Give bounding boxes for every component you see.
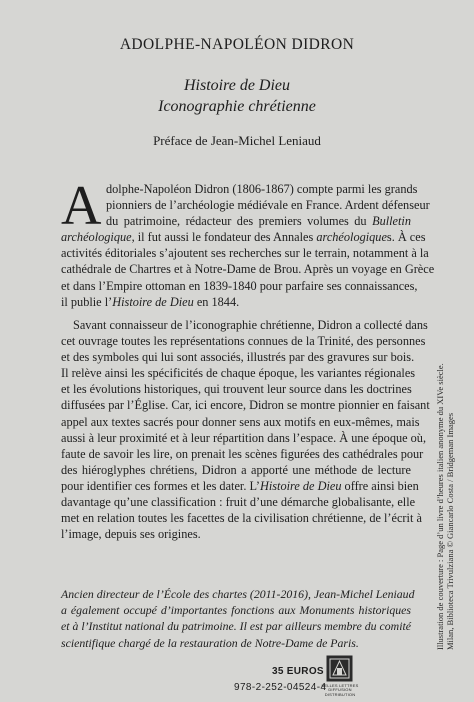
author-name: ADOLPHE-NAPOLÉON DIDRON — [119, 36, 355, 53]
text-line: faute de savoir les lire, on prenait les scènes figurées des cathédrales pour — [61, 446, 424, 461]
text-line: activités éditoriales s’ajoutent ses recherches sur le terrain, notamment à la — [61, 246, 429, 261]
text-line: a également occupé d’importantes fonctions aux Monuments historiques — [61, 603, 411, 618]
price: 35 EUROS — [272, 666, 324, 677]
cover-illustration-credit — [435, 363, 465, 650]
preface-credit: Préface de Jean-Michel Leniaud — [153, 133, 321, 148]
text-line: cathédrale de Chartres et à Notre-Dame de Brou. Après un voyage en Grèce — [61, 262, 435, 277]
text-line: des hiéroglyphes chrétiens, Didron a apporté une méthode de lecture — [61, 462, 411, 477]
text-line: diffusées par l’Église. Car, ici encore, Didron se montre pionnier en faisant — [61, 398, 430, 413]
text-line: davantage qu’une classification : fruit d’une démarche globalisante, elle — [61, 495, 416, 510]
paragraph-intro — [61, 181, 435, 310]
text-line: et des symboles qui lui sont associés, illustrés par des gravures sur bois. — [61, 350, 415, 365]
credit-line: Milan, Biblioteca Trivulziana © Giancarlo Costa / Bridgeman Images — [445, 412, 455, 650]
book-subtitle: Iconographie chrétienne — [158, 98, 316, 115]
text-line: Ancien directeur de l’École des chartes (2011-2016), Jean-Michel Leniaud — [61, 587, 415, 601]
text-line: cet ouvrage toutes les représentations connues de la Trinité, des personnes — [61, 334, 426, 349]
text-line: Il relève ainsi les spécificités de chaque époque, les variantes régionales — [61, 366, 416, 381]
text-line: et dans l’Empire ottoman en 1839-1840 pour parfaire ses connaissances, — [61, 278, 418, 293]
text-line: et les évolutions historiques, qui trouvent leur source dans les doctrines — [61, 382, 412, 397]
paragraph-main — [61, 317, 430, 542]
drop-cap: A — [61, 175, 102, 237]
book-title: Histoire de Dieu — [183, 77, 291, 94]
text-line: pour identifier ces formes et les dater. L’Histoire de Dieu offre ainsi bien — [61, 478, 419, 493]
text-line: dolphe-Napoléon Didron (1806-1867) compte parmi les grands — [106, 182, 418, 196]
author-bio — [61, 586, 415, 651]
text-line: scientifique chargé de la restauration de Notre-Dame de Paris. — [61, 635, 359, 650]
publisher-logo-text: BELLES LETTRES DIFFUSION DISTRIBUTION — [321, 683, 359, 697]
isbn: 978-2-252-04524-4 — [234, 682, 327, 693]
publisher-logo-icon — [326, 655, 353, 682]
text-line: l’image, depuis ses origines. — [61, 527, 201, 542]
text-line: Savant connaisseur de l’iconographie chrétienne, Didron a collecté dans — [73, 318, 428, 332]
text-line: du patrimoine, rédacteur des premiers volumes du Bulletin — [106, 214, 411, 229]
text-line: et à l’Institut national du patrimoine. Il est par ailleurs membre du comité — [61, 619, 411, 634]
text-line: appel aux textes sacrés pour donner sens aux motifs en eux-mêmes, mais — [61, 414, 420, 429]
credit-line: Illustration de couverture : Page d’un livre d’heures italien anonyme du XIVe siècle. — [435, 363, 445, 650]
text-line: met en relation toutes les facettes de la civilisation chrétienne, de l’écrit à — [61, 511, 422, 526]
text-line: pionniers de l’archéologie médiévale en France. Ardent défenseur — [106, 198, 430, 213]
text-line: aussi à leur proximité et à leur répartition dans l’espace. À une époque où, — [61, 430, 427, 445]
text-line: il publie l’Histoire de Dieu en 1844. — [61, 294, 240, 309]
text-line: archéologique, il fut aussi le fondateur des Annales archéologiques. À ces — [61, 230, 426, 245]
